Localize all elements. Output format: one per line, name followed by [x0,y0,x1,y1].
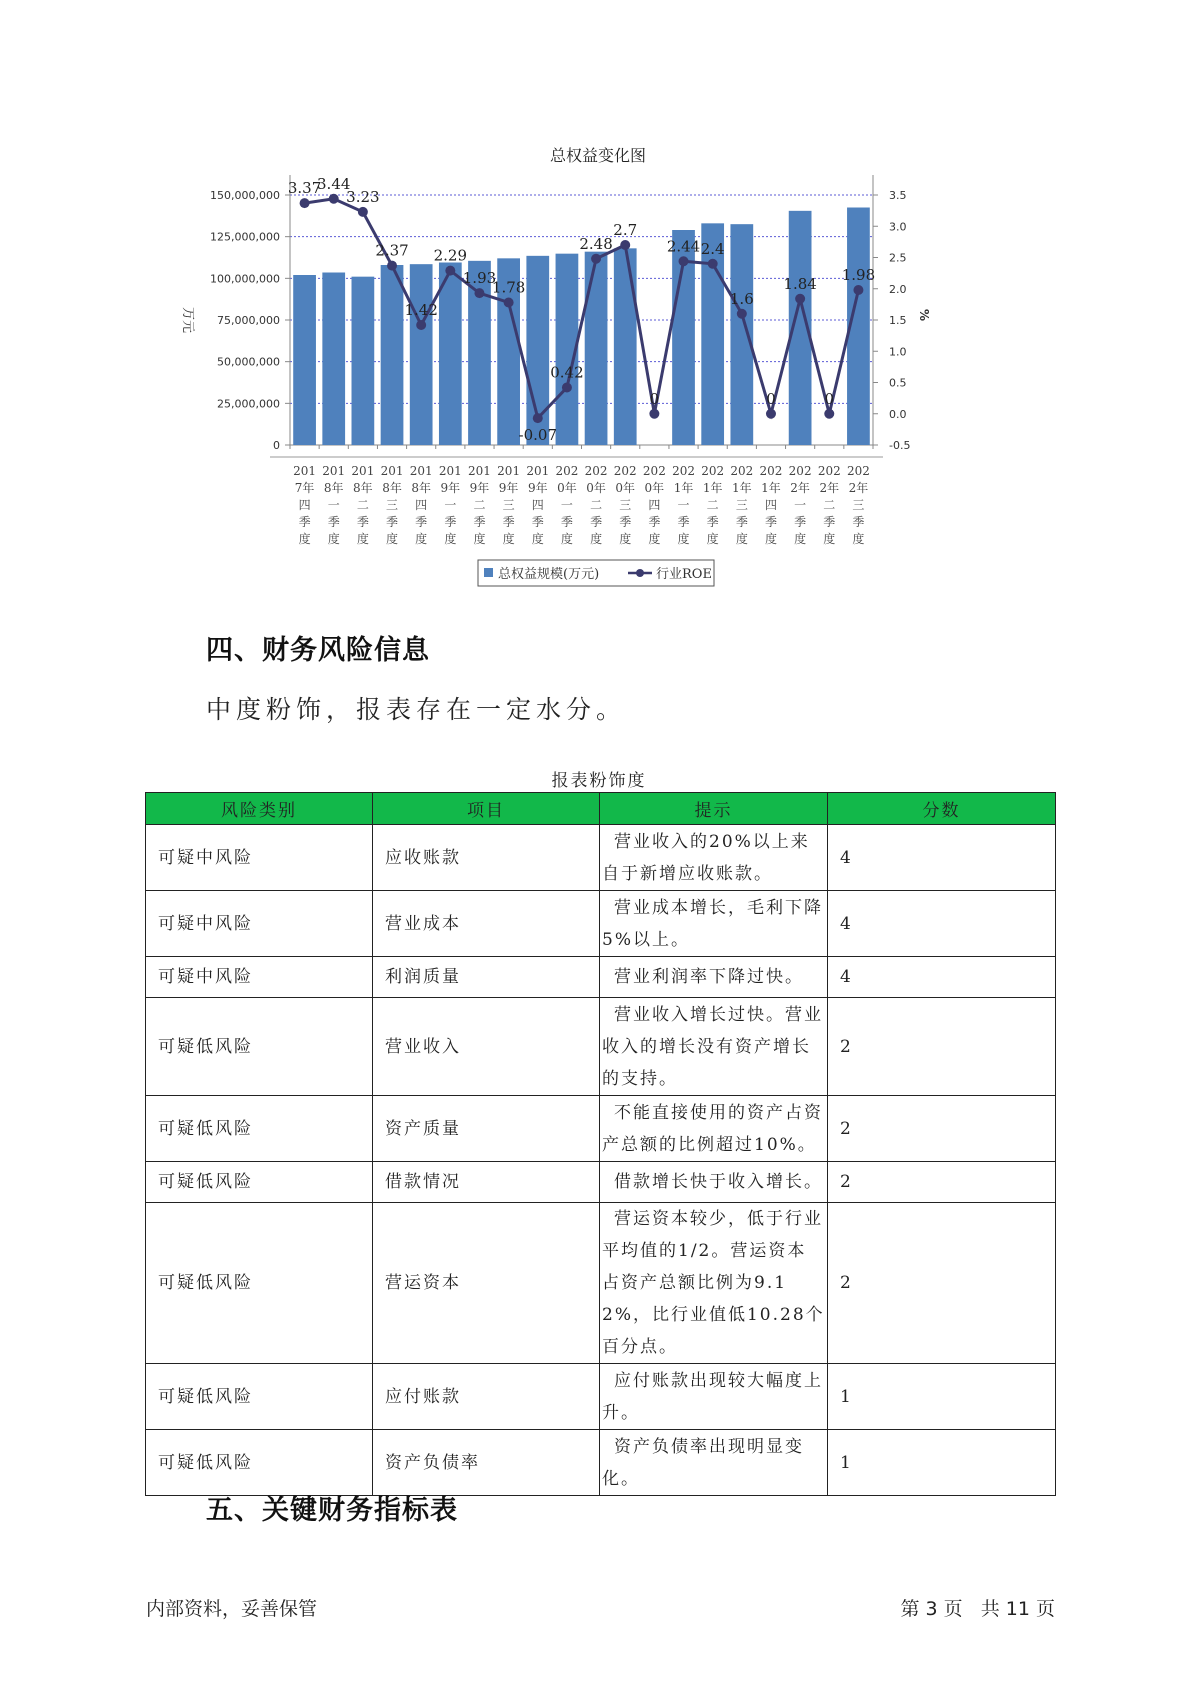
roe-data-label: -0.07 [518,426,558,445]
roe-point [649,409,659,419]
cell-tip [600,1430,828,1496]
legend-line-marker [636,569,644,577]
x-tick-label: 202 1年一季度 [672,464,695,546]
table-row [146,891,1056,957]
cell-tip [600,1364,828,1430]
left-tick-label: 150,000,000 [210,189,280,202]
roe-point [358,207,368,217]
table-row [146,1430,1056,1496]
roe-point [708,259,718,269]
cell-risk-category: 可疑低风险 [146,1096,373,1162]
tip-text: 营业收入增长过快。营业收入的增长没有资产增长的支持。 [602,1004,823,1089]
cell-item: 借款情况 [373,1162,600,1203]
roe-data-label: 3.37 [287,179,322,198]
left-tick-label: 50,000,000 [217,355,280,369]
table-row [146,957,1056,998]
x-tick-label: 201 9年二季度 [468,464,491,546]
x-tick-label: 202 1年四季度 [759,464,783,546]
x-tick-label: 201 8年三季度 [380,464,404,546]
right-tick-label: 2.5 [889,251,907,265]
roe-point [591,254,601,264]
cell-risk-category: 可疑中风险 [146,957,373,998]
cell-tip [600,891,828,957]
cell-score: 1 [828,1364,1056,1430]
right-tick-label: 2.0 [889,282,907,296]
cell-score: 2 [828,1203,1056,1364]
x-tick-label: 201 9年一季度 [438,464,462,546]
tip-text: 借款增长快于收入增长。 [614,1172,823,1192]
table-caption: 报表粉饰度 [551,771,647,791]
table-header-row [146,793,1056,825]
cell-score: 4 [828,957,1056,998]
cell-risk-category: 可疑低风险 [146,998,373,1096]
roe-point [504,298,514,308]
x-tick-label: 201 9年四季度 [526,464,550,546]
roe-data-label: 1.42 [404,301,438,319]
bar [614,248,637,445]
cell-item: 营业成本 [373,891,600,957]
roe-data-label: 0 [766,389,776,408]
table-row [146,1096,1056,1162]
right-tick-label: 0.0 [889,407,907,421]
cell-item: 营业收入 [373,998,600,1096]
cell-item: 营运资本 [373,1203,600,1364]
cell-risk-category: 可疑低风险 [146,1364,373,1430]
x-tick-label: 201 8年一季度 [322,464,346,546]
roe-point [766,409,776,419]
roe-data-label: 1.6 [729,289,754,308]
cell-score: 4 [828,825,1056,891]
x-tick-label: 201 8年二季度 [351,464,375,546]
section4-heading: 四、财务风险信息 [206,635,430,666]
tip-text: 资产负债率出现明显变化。 [602,1436,804,1489]
cell-risk-category: 可疑中风险 [146,891,373,957]
cell-risk-category: 可疑低风险 [146,1162,373,1203]
bar [352,277,375,445]
roe-data-label: 0.42 [550,363,584,382]
tip-text: 营业收入的20%以上来自于新增应收账款。 [602,831,810,884]
table-row [146,998,1056,1096]
roe-point [562,383,572,393]
bar [381,265,404,445]
roe-point [445,266,455,276]
legend-line-label: 行业ROE [656,567,712,582]
bar [730,224,753,445]
left-tick-label: 0 [273,439,280,452]
cell-risk-category: 可疑中风险 [146,825,373,891]
x-tick-label: 201 9年三季度 [497,464,521,546]
roe-data-label: 1.84 [783,274,817,293]
roe-point [474,288,484,298]
right-axis-title: % [917,308,931,322]
table-row [146,1203,1056,1364]
cell-tip [600,1162,828,1203]
cell-score: 1 [828,1430,1056,1496]
roe-point [416,320,426,330]
left-tick-label: 100,000,000 [210,272,280,286]
roe-data-label: 2.48 [579,234,613,253]
roe-data-label: 0 [649,389,660,408]
tip-text: 营业利润率下降过快。 [614,967,804,987]
tip-text: 应付账款出现较大幅度上升。 [602,1370,823,1423]
tip-text: 营运资本较少，低于行业平均值的1/2。营运资本占资产总额比例为9.12%，比行业值低10.28个百分点。 [602,1209,825,1357]
x-tick-label: 201 7年四季度 [293,464,317,546]
left-axis-title: 万元 [180,306,195,334]
roe-point [387,261,397,271]
right-tick-label: 1.0 [889,345,907,359]
roe-point [795,294,805,304]
tip-text: 不能直接使用的资产占资产总额的比例超过10%。 [602,1102,823,1155]
header-score: 分数 [828,793,1056,825]
x-tick-label: 202 0年三季度 [613,464,637,546]
left-tick-label: 25,000,000 [217,397,280,411]
cell-score: 4 [828,891,1056,957]
legend-bar-swatch [484,568,493,577]
right-tick-label: 0.5 [889,376,907,390]
cell-tip [600,825,828,891]
bar [410,264,433,445]
right-tick-label: 1.5 [889,314,907,327]
roe-data-label: 1.93 [462,269,497,288]
bar [293,275,316,445]
x-tick-label: 202 2年一季度 [788,464,812,546]
x-tick-label: 202 0年四季度 [642,464,666,546]
roe-data-label: 2.37 [375,241,409,260]
header-tip: 提示 [600,793,828,825]
left-tick-label: 125,000,000 [210,230,280,244]
footer-page-number: 第 3 页 共 11 页 [900,1598,1055,1620]
roe-data-label: 1.98 [841,266,876,284]
cell-tip [600,1096,828,1162]
equity-chart [160,135,960,595]
roe-point [620,240,630,250]
right-tick-label: 3.0 [889,220,907,234]
plot-area [180,175,931,586]
roe-data-label: 3.23 [346,187,380,206]
bar [322,273,345,446]
roe-data-label: 0 [824,389,835,408]
roe-data-label: 3.44 [317,174,351,193]
bar [585,252,608,445]
cell-score: 2 [828,1162,1056,1203]
x-tick-label: 202 2年二季度 [817,464,841,546]
tip-text: 营业成本增长，毛利下降5%以上。 [602,897,823,950]
roe-point [853,285,863,295]
x-tick-label: 201 8年四季度 [409,464,433,546]
cell-item: 应付账款 [373,1364,600,1430]
x-tick-label: 202 1年二季度 [701,464,725,546]
header-risk-category: 风险类别 [146,793,373,825]
right-tick-label: -0.5 [889,439,911,452]
roe-point [824,409,834,419]
section4-text: 中度粉饰，报表存在一定水分。 [206,695,627,724]
x-tick-label: 202 1年三季度 [730,464,754,546]
right-tick-label: 3.5 [889,189,907,202]
footer-left: 内部资料，妥善保管 [146,1598,318,1620]
x-tick-label: 202 0年一季度 [555,464,579,546]
table-row [146,1364,1056,1430]
roe-data-label: 2.4 [700,239,725,258]
roe-point [329,194,339,204]
cell-tip [600,957,828,998]
cell-score: 2 [828,998,1056,1096]
bar [439,263,462,446]
cell-item: 资产质量 [373,1096,600,1162]
roe-point [300,198,310,208]
roe-point [737,309,747,319]
header-item: 项目 [373,793,600,825]
left-tick-label: 75,000,000 [217,314,280,327]
chart-title: 总权益变化图 [549,146,647,165]
risk-table [145,792,1056,1496]
cell-item: 资产负债率 [373,1430,600,1496]
x-tick-label: 202 0年二季度 [584,464,608,546]
roe-point [533,413,543,423]
legend-bar-label: 总权益规模(万元) [498,567,600,582]
roe-data-label: 1.78 [491,278,526,297]
section5-heading: 五、关键财务指标表 [206,1495,458,1526]
cell-risk-category: 可疑低风险 [146,1430,373,1496]
cell-tip [600,998,828,1096]
cell-risk-category: 可疑低风险 [146,1203,373,1364]
roe-data-label: 2.29 [433,246,468,265]
table-row [146,825,1056,891]
cell-item: 利润质量 [373,957,600,998]
cell-score: 2 [828,1096,1056,1162]
roe-data-label: 2.7 [613,221,638,239]
roe-data-label: 2.44 [666,237,701,256]
table-row [146,1162,1056,1203]
x-tick-label: 202 2年三季度 [846,464,870,546]
cell-tip [600,1203,828,1364]
roe-point [679,256,689,266]
cell-item: 应收账款 [373,825,600,891]
